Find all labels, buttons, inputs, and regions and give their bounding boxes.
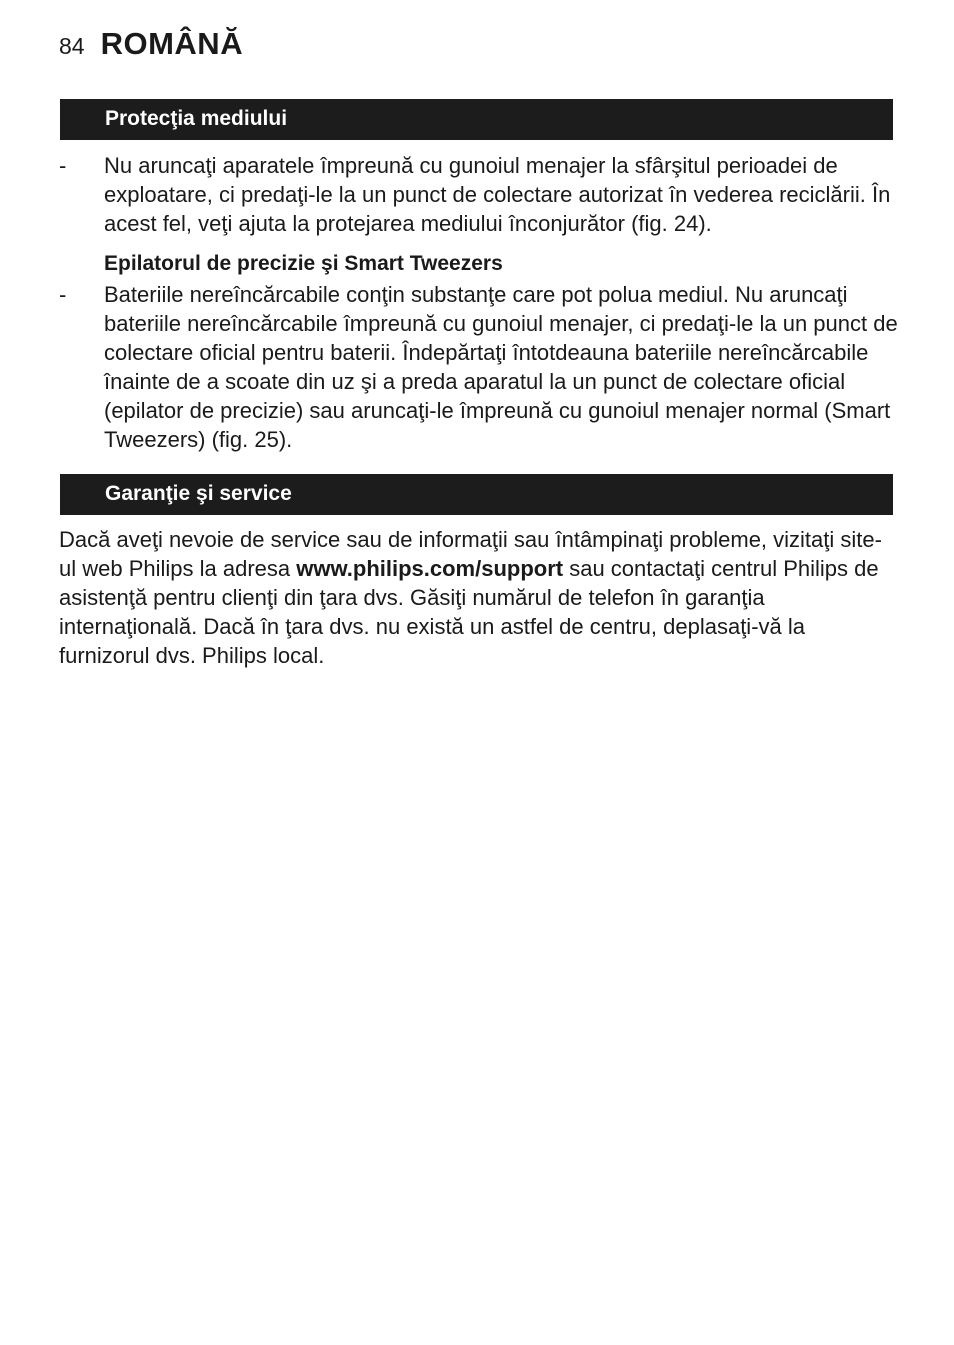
- page-header: [59, 26, 243, 62]
- bullet-dash: -: [59, 282, 67, 307]
- list-item: [59, 280, 898, 454]
- paragraph-text-before: Dacă aveţi nevoie de service sau de informaţii sau întâmpinaţi probleme, vizitaţi site-ul web Philips la adresa: [59, 527, 882, 581]
- support-link[interactable]: www.philips.com/support: [296, 556, 564, 581]
- section-heading-guarantee-label: Garanţie şi service: [105, 482, 292, 505]
- list-item: [59, 151, 898, 238]
- list-item-text: Bateriile nereîncărcabile conţin substanţe care pot polua mediul. Nu aruncaţi bateriile nereîncărcabile împreună cu gunoiul menajer, ci predaţi-le la un punct de colectare oficial pentru baterii. Îndepărtaţi întotdeauna bateriile nereîncărcabile înainte de a scoate din uz şi a preda aparatul la un punct de colectare oficial (epilator de precizie) sau aruncaţi-le împreună cu gunoiul menajer normal (Smart Tweezers) (fig. 25).: [104, 282, 898, 452]
- subheading-precision-epilator: Epilatorul de precizie şi Smart Tweezers: [104, 252, 503, 275]
- bullet-dash: -: [59, 153, 67, 178]
- section-heading-environment-label: Protecţia mediului: [105, 107, 288, 130]
- section-heading-guarantee: [60, 474, 893, 515]
- guarantee-paragraph: [59, 525, 894, 670]
- section-heading-environment: [60, 99, 893, 140]
- language-title: ROMÂNĂ: [100, 26, 244, 61]
- page-number: 84: [59, 33, 85, 59]
- list-item-text: Nu aruncaţi aparatele împreună cu gunoiul menajer la sfârşitul perioadei de exploatare, ci predaţi-le la un punct de colectare autorizat în vederea reciclării. În acest fel, veţi ajuta la protejarea mediului înconjurător (fig. 24).: [104, 153, 891, 236]
- paragraph-text-after: sau contactaţi centrul Philips de asistenţă pentru clienţi din ţara dvs. Găsiţi numărul de telefon în garanţia internaţională. Dacă în ţara dvs. nu există un astfel de centru, deplasaţi-vă la furnizorul dvs. Philips local.: [59, 556, 879, 668]
